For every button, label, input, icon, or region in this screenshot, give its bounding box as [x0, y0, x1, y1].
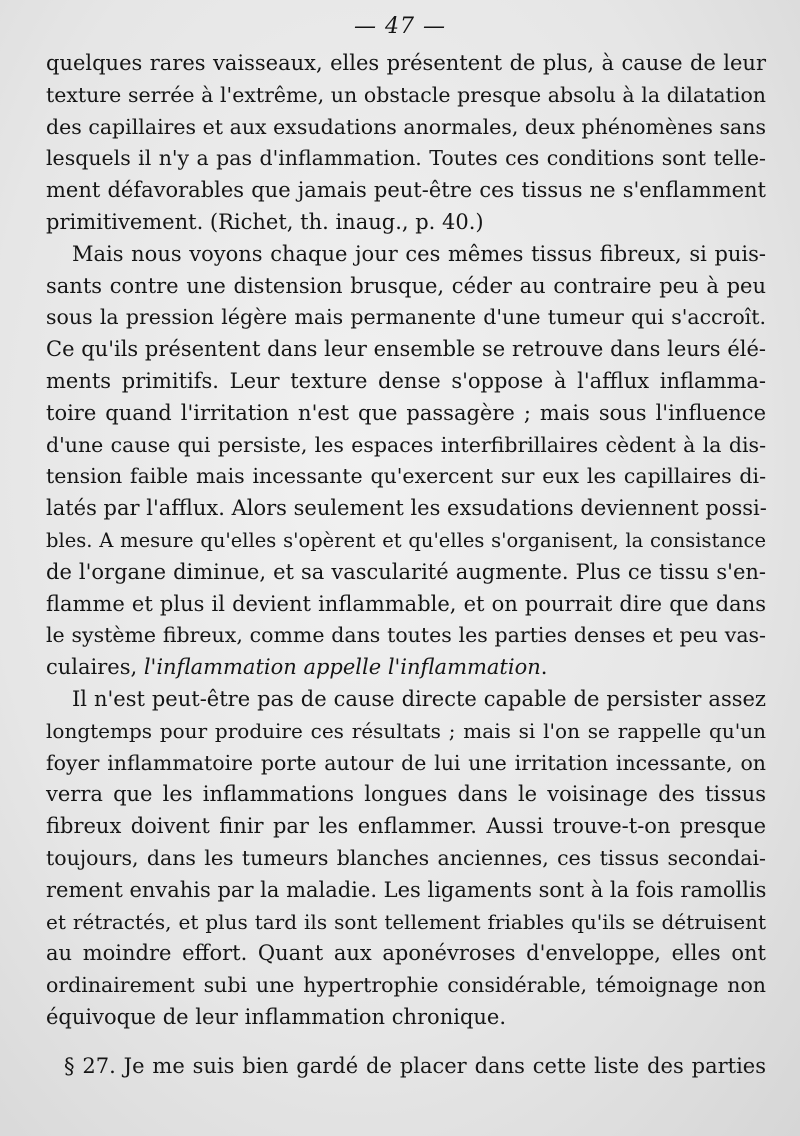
text-line: longtemps pour produire ces résultats ; mais si l'on se rappelle qu'un [46, 718, 766, 743]
text-line: rement envahis par la maladie. Les ligaments sont à la fois ramollis [46, 877, 767, 902]
paragraph-3 [46, 684, 766, 1034]
text-line: lesquels il n'y a pas d'inflammation. Toutes ces conditions sont telle- [46, 146, 766, 171]
text-line [46, 652, 766, 684]
text-line: sants contre une distension brusque, céder au contraire peu à peu [46, 273, 766, 298]
line-suffix: . [540, 655, 548, 680]
text-line: fibreux doivent finir par les enflammer. Aussi trouve-t-on presque [46, 814, 766, 839]
text-line: ment défavorables que jamais peut-être ces tissus ne s'enflamment [46, 178, 766, 203]
text-line: tension faible mais incessante qu'exercent sur eux les capillaires di- [46, 464, 766, 489]
text-line: toujours, dans les tumeurs blanches anciennes, ces tissus secondai- [46, 845, 766, 870]
text-line: sous la pression légère mais permanente d'une tumeur qui s'accroît. [46, 305, 766, 330]
text-line: flamme et plus il devient inflammable, et on pourrait dire que dans [46, 591, 766, 616]
text-line: et rétractés, et plus tard ils sont tellement friables qu'ils se détruisent [46, 909, 766, 934]
text-line: le système fibreux, comme dans toutes les parties denses et peu vas- [46, 623, 766, 648]
body-text [46, 48, 766, 1083]
text-line: Il n'est peut-être pas de cause directe capable de persister assez [72, 686, 766, 711]
page-number: — 47 — [354, 14, 446, 39]
text-line: texture serrée à l'extrême, un obstacle presque absolu à la dilatation [46, 82, 766, 107]
paragraph-2 [46, 239, 766, 684]
text-line: d'une cause qui persiste, les espaces interfibrillaires cèdent à la dis- [46, 432, 766, 457]
italic-phrase: l'inflammation appelle l'inflammation [143, 655, 541, 680]
text-line: ordinairement subi une hypertrophie considérable, témoignage non [46, 973, 766, 998]
line-prefix: culaires, [46, 655, 144, 680]
section-27 [46, 1051, 766, 1083]
text-line: ments primitifs. Leur texture dense s'oppose à l'afflux inflamma- [46, 368, 766, 393]
text-line: de l'organe diminue, et sa vascularité augmente. Plus ce tissu s'en- [46, 559, 766, 584]
text-line: latés par l'afflux. Alors seulement les exsudations deviennent possi- [46, 496, 767, 521]
paragraph-1 [46, 48, 766, 239]
text-line: au moindre effort. Quant aux aponévroses d'enveloppe, elles ont [46, 941, 766, 966]
text-line: bles. A mesure qu'elles s'opèrent et qu'elles s'organisent, la consistance [46, 528, 766, 552]
text-line: quelques rares vaisseaux, elles présentent de plus, à cause de leur [46, 51, 766, 75]
section-heading-line: § 27. Je me suis bien gardé de placer dans cette liste des parties [64, 1053, 766, 1078]
text-line: Mais nous voyons chaque jour ces mêmes tissus fibreux, si puis- [72, 241, 766, 266]
section-spacer [46, 1034, 766, 1051]
text-line: toire quand l'irritation n'est que passagère ; mais sous l'influence [46, 400, 766, 425]
text-line: des capillaires et aux exsudations anormales, deux phénomènes sans [46, 114, 766, 139]
text-line: foyer inflammatoire porte autour de lui une irritation incessante, on [46, 750, 766, 775]
text-line: équivoque de leur inflammation chronique. [46, 1004, 507, 1029]
text-line: verra que les inflammations longues dans le voisinage des tissus [46, 782, 766, 807]
text-line: primitivement. (Richet, th. inaug., p. 40.) [46, 209, 484, 234]
text-line: Ce qu'ils présentent dans leur ensemble se retrouve dans leurs élé- [46, 337, 766, 362]
